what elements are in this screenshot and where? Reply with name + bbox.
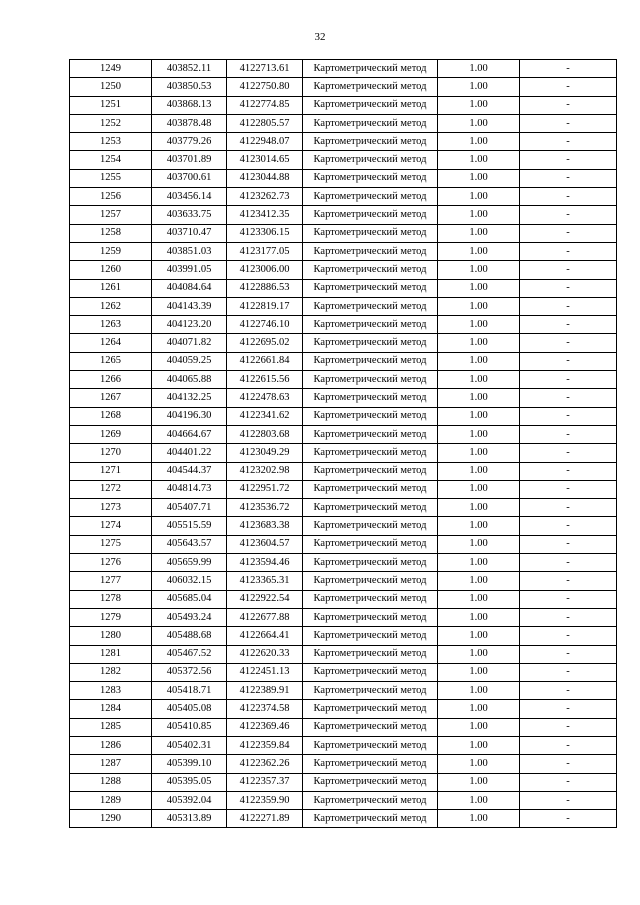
note-cell: - (520, 224, 617, 242)
point-number-cell: 1261 (70, 279, 152, 297)
accuracy-cell: 1.00 (438, 736, 520, 754)
x-coordinate-cell: 403868.13 (152, 96, 227, 114)
x-coordinate-cell: 405392.04 (152, 791, 227, 809)
y-coordinate-cell: 4123306.15 (227, 224, 303, 242)
accuracy-cell: 1.00 (438, 773, 520, 791)
table-row (70, 462, 617, 480)
accuracy-cell: 1.00 (438, 316, 520, 334)
method-cell: Картометрический метод (303, 279, 438, 297)
point-number-cell: 1259 (70, 242, 152, 260)
x-coordinate-cell: 405372.56 (152, 663, 227, 681)
table-row (70, 352, 617, 370)
table-row (70, 645, 617, 663)
method-cell: Картометрический метод (303, 480, 438, 498)
point-number-cell: 1279 (70, 608, 152, 626)
method-cell: Картометрический метод (303, 572, 438, 590)
y-coordinate-cell: 4123262.73 (227, 188, 303, 206)
note-cell: - (520, 663, 617, 681)
accuracy-cell: 1.00 (438, 114, 520, 132)
y-coordinate-cell: 4122341.62 (227, 407, 303, 425)
method-cell: Картометрический метод (303, 590, 438, 608)
method-cell: Картометрический метод (303, 535, 438, 553)
table-row (70, 188, 617, 206)
accuracy-cell: 1.00 (438, 389, 520, 407)
note-cell: - (520, 462, 617, 480)
table-row (70, 810, 617, 828)
method-cell: Картометрический метод (303, 316, 438, 334)
point-number-cell: 1264 (70, 334, 152, 352)
y-coordinate-cell: 4122362.26 (227, 755, 303, 773)
x-coordinate-cell: 405407.71 (152, 499, 227, 517)
accuracy-cell: 1.00 (438, 572, 520, 590)
method-cell: Картометрический метод (303, 554, 438, 572)
note-cell: - (520, 188, 617, 206)
coordinates-table (69, 59, 617, 828)
accuracy-cell: 1.00 (438, 169, 520, 187)
note-cell: - (520, 352, 617, 370)
table-body (70, 60, 617, 828)
table-row (70, 663, 617, 681)
note-cell: - (520, 627, 617, 645)
method-cell: Картометрический метод (303, 224, 438, 242)
point-number-cell: 1273 (70, 499, 152, 517)
x-coordinate-cell: 403851.03 (152, 242, 227, 260)
method-cell: Картометрический метод (303, 151, 438, 169)
x-coordinate-cell: 405488.68 (152, 627, 227, 645)
method-cell: Картометрический метод (303, 334, 438, 352)
point-number-cell: 1288 (70, 773, 152, 791)
table-row (70, 316, 617, 334)
y-coordinate-cell: 4122359.84 (227, 736, 303, 754)
accuracy-cell: 1.00 (438, 499, 520, 517)
table-row (70, 78, 617, 96)
x-coordinate-cell: 403456.14 (152, 188, 227, 206)
accuracy-cell: 1.00 (438, 645, 520, 663)
y-coordinate-cell: 4123014.65 (227, 151, 303, 169)
accuracy-cell: 1.00 (438, 407, 520, 425)
y-coordinate-cell: 4122664.41 (227, 627, 303, 645)
table-row (70, 389, 617, 407)
method-cell: Картометрический метод (303, 444, 438, 462)
table-row (70, 133, 617, 151)
point-number-cell: 1270 (70, 444, 152, 462)
table-row (70, 755, 617, 773)
point-number-cell: 1258 (70, 224, 152, 242)
table-row (70, 151, 617, 169)
note-cell: - (520, 334, 617, 352)
accuracy-cell: 1.00 (438, 425, 520, 443)
table-row (70, 773, 617, 791)
method-cell: Картометрический метод (303, 462, 438, 480)
note-cell: - (520, 499, 617, 517)
note-cell: - (520, 169, 617, 187)
x-coordinate-cell: 404123.20 (152, 316, 227, 334)
note-cell: - (520, 206, 617, 224)
table-row (70, 334, 617, 352)
method-cell: Картометрический метод (303, 755, 438, 773)
point-number-cell: 1267 (70, 389, 152, 407)
y-coordinate-cell: 4123683.38 (227, 517, 303, 535)
accuracy-cell: 1.00 (438, 535, 520, 553)
method-cell: Картометрический метод (303, 773, 438, 791)
accuracy-cell: 1.00 (438, 554, 520, 572)
table-row (70, 60, 617, 78)
point-number-cell: 1256 (70, 188, 152, 206)
accuracy-cell: 1.00 (438, 810, 520, 828)
accuracy-cell: 1.00 (438, 60, 520, 78)
table-row (70, 480, 617, 498)
y-coordinate-cell: 4122774.85 (227, 96, 303, 114)
y-coordinate-cell: 4122389.91 (227, 682, 303, 700)
note-cell: - (520, 151, 617, 169)
x-coordinate-cell: 405399.10 (152, 755, 227, 773)
accuracy-cell: 1.00 (438, 462, 520, 480)
y-coordinate-cell: 4122478.63 (227, 389, 303, 407)
note-cell: - (520, 554, 617, 572)
y-coordinate-cell: 4123594.46 (227, 554, 303, 572)
x-coordinate-cell: 404065.88 (152, 371, 227, 389)
accuracy-cell: 1.00 (438, 791, 520, 809)
method-cell: Картометрический метод (303, 425, 438, 443)
point-number-cell: 1286 (70, 736, 152, 754)
x-coordinate-cell: 405685.04 (152, 590, 227, 608)
accuracy-cell: 1.00 (438, 96, 520, 114)
table-row (70, 572, 617, 590)
y-coordinate-cell: 4122359.90 (227, 791, 303, 809)
y-coordinate-cell: 4122271.89 (227, 810, 303, 828)
accuracy-cell: 1.00 (438, 682, 520, 700)
accuracy-cell: 1.00 (438, 371, 520, 389)
note-cell: - (520, 700, 617, 718)
accuracy-cell: 1.00 (438, 608, 520, 626)
accuracy-cell: 1.00 (438, 261, 520, 279)
note-cell: - (520, 133, 617, 151)
y-coordinate-cell: 4123006.00 (227, 261, 303, 279)
table-row (70, 242, 617, 260)
method-cell: Картометрический метод (303, 78, 438, 96)
method-cell: Картометрический метод (303, 682, 438, 700)
y-coordinate-cell: 4123044.88 (227, 169, 303, 187)
note-cell: - (520, 407, 617, 425)
table-row (70, 224, 617, 242)
y-coordinate-cell: 4123049.29 (227, 444, 303, 462)
accuracy-cell: 1.00 (438, 444, 520, 462)
y-coordinate-cell: 4122615.56 (227, 371, 303, 389)
x-coordinate-cell: 403633.75 (152, 206, 227, 224)
y-coordinate-cell: 4122803.68 (227, 425, 303, 443)
x-coordinate-cell: 404814.73 (152, 480, 227, 498)
accuracy-cell: 1.00 (438, 718, 520, 736)
method-cell: Картометрический метод (303, 718, 438, 736)
x-coordinate-cell: 405493.24 (152, 608, 227, 626)
y-coordinate-cell: 4122369.46 (227, 718, 303, 736)
point-number-cell: 1265 (70, 352, 152, 370)
x-coordinate-cell: 405410.85 (152, 718, 227, 736)
method-cell: Картометрический метод (303, 517, 438, 535)
method-cell: Картометрический метод (303, 261, 438, 279)
method-cell: Картометрический метод (303, 169, 438, 187)
table-row (70, 535, 617, 553)
accuracy-cell: 1.00 (438, 480, 520, 498)
x-coordinate-cell: 404071.82 (152, 334, 227, 352)
y-coordinate-cell: 4123365.31 (227, 572, 303, 590)
y-coordinate-cell: 4122677.88 (227, 608, 303, 626)
accuracy-cell: 1.00 (438, 663, 520, 681)
method-cell: Картометрический метод (303, 188, 438, 206)
method-cell: Картометрический метод (303, 407, 438, 425)
x-coordinate-cell: 405467.52 (152, 645, 227, 663)
point-number-cell: 1263 (70, 316, 152, 334)
note-cell: - (520, 60, 617, 78)
note-cell: - (520, 444, 617, 462)
method-cell: Картометрический метод (303, 242, 438, 260)
x-coordinate-cell: 404544.37 (152, 462, 227, 480)
table-row (70, 736, 617, 754)
note-cell: - (520, 480, 617, 498)
point-number-cell: 1250 (70, 78, 152, 96)
y-coordinate-cell: 4123202.98 (227, 462, 303, 480)
point-number-cell: 1283 (70, 682, 152, 700)
x-coordinate-cell: 403701.89 (152, 151, 227, 169)
note-cell: - (520, 645, 617, 663)
y-coordinate-cell: 4122451.13 (227, 663, 303, 681)
note-cell: - (520, 791, 617, 809)
accuracy-cell: 1.00 (438, 627, 520, 645)
x-coordinate-cell: 405402.31 (152, 736, 227, 754)
table-row (70, 297, 617, 315)
y-coordinate-cell: 4122805.57 (227, 114, 303, 132)
note-cell: - (520, 316, 617, 334)
table-row (70, 407, 617, 425)
accuracy-cell: 1.00 (438, 590, 520, 608)
y-coordinate-cell: 4122750.80 (227, 78, 303, 96)
accuracy-cell: 1.00 (438, 151, 520, 169)
x-coordinate-cell: 404084.64 (152, 279, 227, 297)
table-row (70, 718, 617, 736)
y-coordinate-cell: 4122948.07 (227, 133, 303, 151)
x-coordinate-cell: 403710.47 (152, 224, 227, 242)
method-cell: Картометрический метод (303, 627, 438, 645)
x-coordinate-cell: 404059.25 (152, 352, 227, 370)
note-cell: - (520, 279, 617, 297)
accuracy-cell: 1.00 (438, 755, 520, 773)
y-coordinate-cell: 4122357.37 (227, 773, 303, 791)
table-row (70, 444, 617, 462)
x-coordinate-cell: 403779.26 (152, 133, 227, 151)
point-number-cell: 1260 (70, 261, 152, 279)
point-number-cell: 1252 (70, 114, 152, 132)
x-coordinate-cell: 405405.08 (152, 700, 227, 718)
y-coordinate-cell: 4123177.05 (227, 242, 303, 260)
y-coordinate-cell: 4123604.57 (227, 535, 303, 553)
point-number-cell: 1257 (70, 206, 152, 224)
point-number-cell: 1289 (70, 791, 152, 809)
x-coordinate-cell: 405659.99 (152, 554, 227, 572)
table-row (70, 791, 617, 809)
y-coordinate-cell: 4122922.54 (227, 590, 303, 608)
note-cell: - (520, 517, 617, 535)
note-cell: - (520, 810, 617, 828)
note-cell: - (520, 389, 617, 407)
note-cell: - (520, 96, 617, 114)
x-coordinate-cell: 405643.57 (152, 535, 227, 553)
y-coordinate-cell: 4122713.61 (227, 60, 303, 78)
accuracy-cell: 1.00 (438, 700, 520, 718)
note-cell: - (520, 78, 617, 96)
accuracy-cell: 1.00 (438, 334, 520, 352)
method-cell: Картометрический метод (303, 297, 438, 315)
table-row (70, 517, 617, 535)
method-cell: Картометрический метод (303, 114, 438, 132)
method-cell: Картометрический метод (303, 133, 438, 151)
x-coordinate-cell: 404401.22 (152, 444, 227, 462)
note-cell: - (520, 114, 617, 132)
accuracy-cell: 1.00 (438, 352, 520, 370)
note-cell: - (520, 371, 617, 389)
note-cell: - (520, 590, 617, 608)
x-coordinate-cell: 404143.39 (152, 297, 227, 315)
note-cell: - (520, 425, 617, 443)
note-cell: - (520, 755, 617, 773)
table-row (70, 261, 617, 279)
accuracy-cell: 1.00 (438, 206, 520, 224)
x-coordinate-cell: 403850.53 (152, 78, 227, 96)
x-coordinate-cell: 403700.61 (152, 169, 227, 187)
method-cell: Картометрический метод (303, 371, 438, 389)
accuracy-cell: 1.00 (438, 517, 520, 535)
method-cell: Картометрический метод (303, 96, 438, 114)
table-row (70, 169, 617, 187)
table-row (70, 627, 617, 645)
point-number-cell: 1255 (70, 169, 152, 187)
x-coordinate-cell: 404196.30 (152, 407, 227, 425)
point-number-cell: 1262 (70, 297, 152, 315)
point-number-cell: 1281 (70, 645, 152, 663)
note-cell: - (520, 261, 617, 279)
table-row (70, 608, 617, 626)
x-coordinate-cell: 404664.67 (152, 425, 227, 443)
table-row (70, 700, 617, 718)
point-number-cell: 1266 (70, 371, 152, 389)
table-row (70, 206, 617, 224)
y-coordinate-cell: 4123536.72 (227, 499, 303, 517)
x-coordinate-cell: 405313.89 (152, 810, 227, 828)
note-cell: - (520, 736, 617, 754)
method-cell: Картометрический метод (303, 645, 438, 663)
accuracy-cell: 1.00 (438, 242, 520, 260)
method-cell: Картометрический метод (303, 700, 438, 718)
table-row (70, 279, 617, 297)
accuracy-cell: 1.00 (438, 188, 520, 206)
point-number-cell: 1274 (70, 517, 152, 535)
point-number-cell: 1287 (70, 755, 152, 773)
x-coordinate-cell: 405395.05 (152, 773, 227, 791)
accuracy-cell: 1.00 (438, 279, 520, 297)
table-row (70, 499, 617, 517)
accuracy-cell: 1.00 (438, 297, 520, 315)
y-coordinate-cell: 4122661.84 (227, 352, 303, 370)
method-cell: Картометрический метод (303, 608, 438, 626)
point-number-cell: 1277 (70, 572, 152, 590)
accuracy-cell: 1.00 (438, 224, 520, 242)
method-cell: Картометрический метод (303, 499, 438, 517)
method-cell: Картометрический метод (303, 60, 438, 78)
y-coordinate-cell: 4122620.33 (227, 645, 303, 663)
y-coordinate-cell: 4122886.53 (227, 279, 303, 297)
note-cell: - (520, 608, 617, 626)
note-cell: - (520, 297, 617, 315)
table-row (70, 590, 617, 608)
table-row (70, 371, 617, 389)
method-cell: Картометрический метод (303, 791, 438, 809)
point-number-cell: 1282 (70, 663, 152, 681)
y-coordinate-cell: 4122746.10 (227, 316, 303, 334)
x-coordinate-cell: 403878.48 (152, 114, 227, 132)
x-coordinate-cell: 403991.05 (152, 261, 227, 279)
point-number-cell: 1276 (70, 554, 152, 572)
point-number-cell: 1275 (70, 535, 152, 553)
x-coordinate-cell: 403852.11 (152, 60, 227, 78)
point-number-cell: 1251 (70, 96, 152, 114)
point-number-cell: 1268 (70, 407, 152, 425)
table-row (70, 554, 617, 572)
note-cell: - (520, 682, 617, 700)
point-number-cell: 1278 (70, 590, 152, 608)
table-row (70, 96, 617, 114)
y-coordinate-cell: 4122951.72 (227, 480, 303, 498)
note-cell: - (520, 242, 617, 260)
accuracy-cell: 1.00 (438, 78, 520, 96)
point-number-cell: 1253 (70, 133, 152, 151)
point-number-cell: 1249 (70, 60, 152, 78)
point-number-cell: 1269 (70, 425, 152, 443)
note-cell: - (520, 535, 617, 553)
x-coordinate-cell: 405515.59 (152, 517, 227, 535)
point-number-cell: 1284 (70, 700, 152, 718)
point-number-cell: 1254 (70, 151, 152, 169)
point-number-cell: 1272 (70, 480, 152, 498)
table-row (70, 425, 617, 443)
table-row (70, 114, 617, 132)
page-number: 32 (314, 31, 326, 43)
method-cell: Картометрический метод (303, 389, 438, 407)
point-number-cell: 1271 (70, 462, 152, 480)
x-coordinate-cell: 406032.15 (152, 572, 227, 590)
method-cell: Картометрический метод (303, 663, 438, 681)
point-number-cell: 1285 (70, 718, 152, 736)
method-cell: Картометрический метод (303, 352, 438, 370)
y-coordinate-cell: 4122695.02 (227, 334, 303, 352)
x-coordinate-cell: 405418.71 (152, 682, 227, 700)
note-cell: - (520, 718, 617, 736)
method-cell: Картометрический метод (303, 736, 438, 754)
x-coordinate-cell: 404132.25 (152, 389, 227, 407)
point-number-cell: 1290 (70, 810, 152, 828)
y-coordinate-cell: 4123412.35 (227, 206, 303, 224)
y-coordinate-cell: 4122374.58 (227, 700, 303, 718)
method-cell: Картометрический метод (303, 206, 438, 224)
note-cell: - (520, 773, 617, 791)
y-coordinate-cell: 4122819.17 (227, 297, 303, 315)
point-number-cell: 1280 (70, 627, 152, 645)
table-row (70, 682, 617, 700)
note-cell: - (520, 572, 617, 590)
accuracy-cell: 1.00 (438, 133, 520, 151)
method-cell: Картометрический метод (303, 810, 438, 828)
